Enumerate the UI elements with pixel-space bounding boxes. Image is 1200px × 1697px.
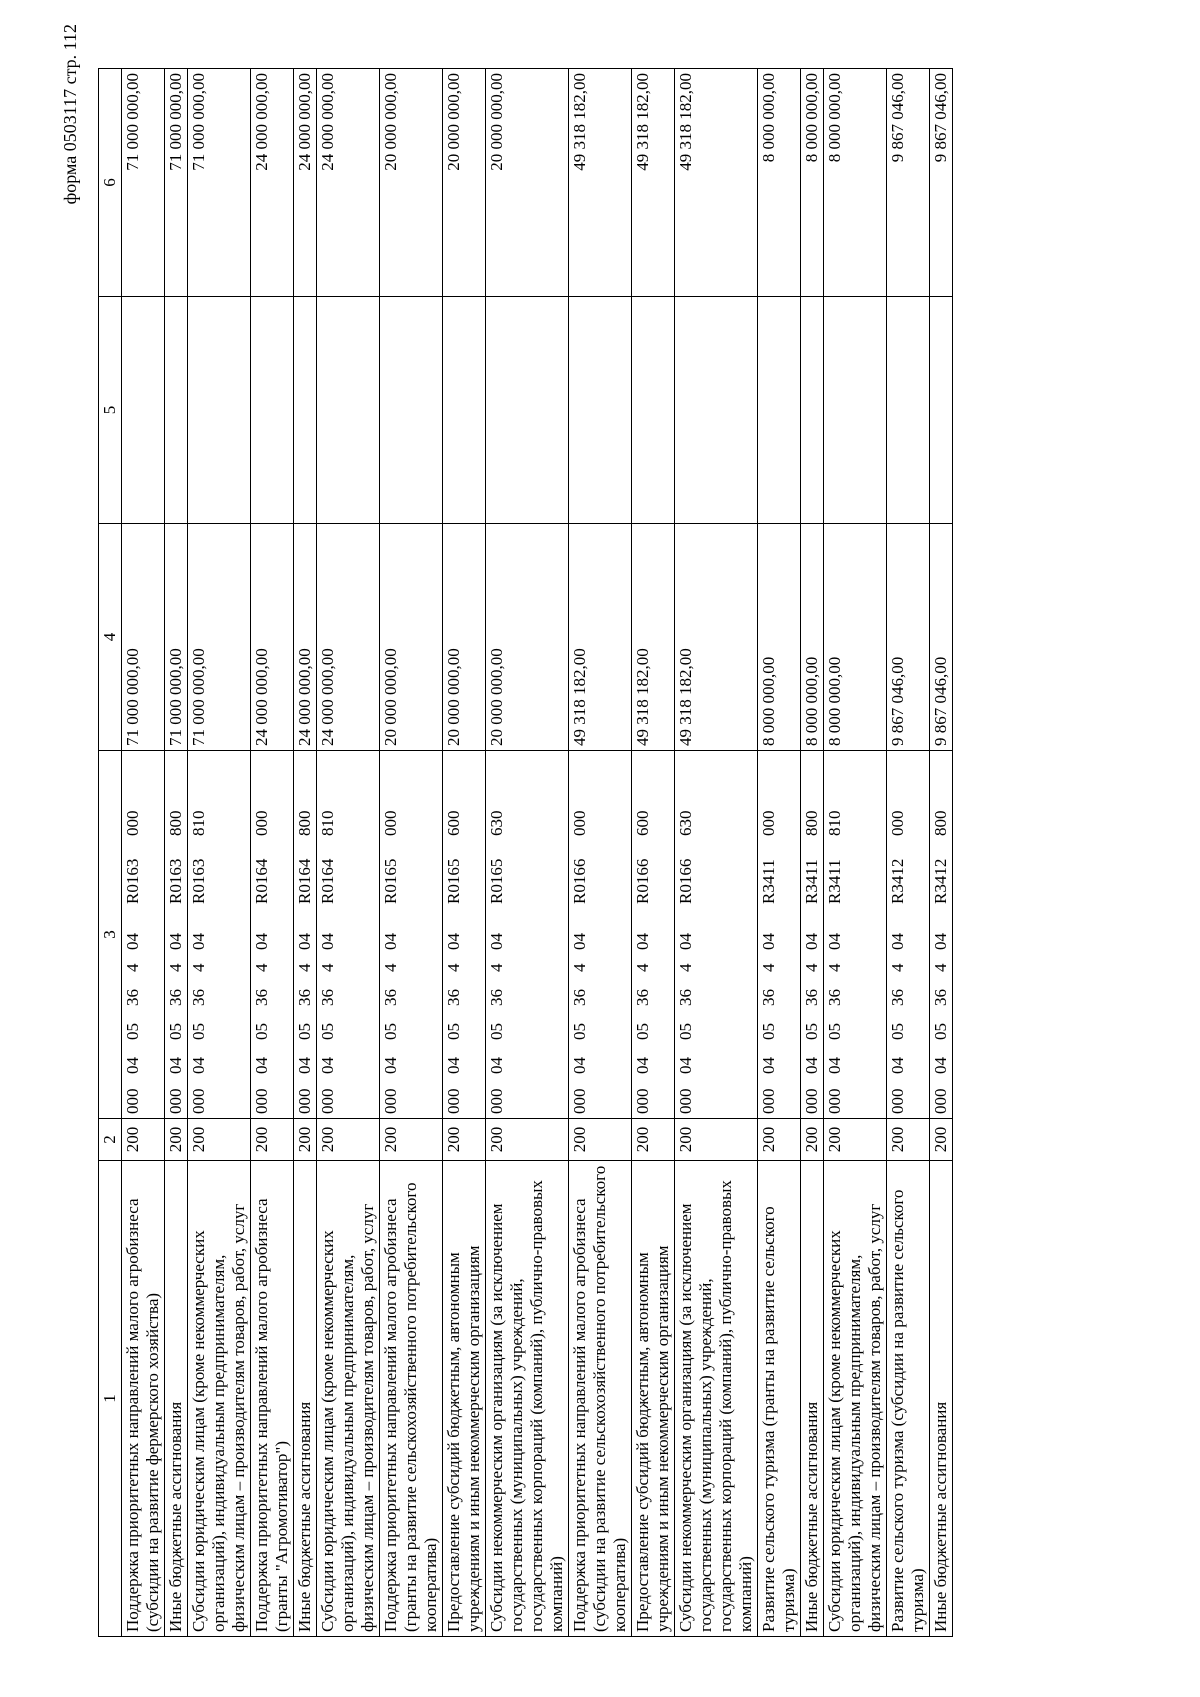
code-segment: 36 <box>825 989 844 1006</box>
code-segment: 36 <box>252 989 271 1006</box>
row-classification-code <box>317 751 380 1119</box>
code-segment: 000 <box>487 1088 506 1114</box>
row-amount-approved: 24 000 000,00 <box>317 524 380 751</box>
code-segment: 000 <box>676 1088 695 1114</box>
code-segment: 000 <box>570 810 589 836</box>
row-amount-approved: 24 000 000,00 <box>294 524 317 751</box>
row-amount-col6: 9 867 046,00 <box>930 69 953 297</box>
row-classification-code <box>675 751 758 1119</box>
header-col-1: 1 <box>99 1161 122 1637</box>
code-segment: R0164 <box>295 858 314 904</box>
row-name: Поддержка приоритетных направлений малого агробизнеса (гранты "Агромотиватор") <box>251 1161 294 1637</box>
table-row <box>758 69 801 1637</box>
row-code: 200 <box>380 1119 443 1161</box>
code-segment: 36 <box>189 989 208 1006</box>
row-amount-col6: 24 000 000,00 <box>251 69 294 297</box>
code-segment: 04 <box>888 933 907 950</box>
table-row <box>317 69 380 1637</box>
table-row <box>486 69 569 1637</box>
code-segment: 36 <box>295 989 314 1006</box>
row-code: 200 <box>887 1119 930 1161</box>
row-classification-code <box>443 751 486 1119</box>
code-segment: 04 <box>802 933 821 950</box>
code-segment: R3412 <box>888 858 907 904</box>
row-name: Субсидии юридическим лицам (кроме некоммерческих организаций), индивидуальным предпринимателям, физическим лицам – производителям товаров, работ, услуг <box>824 1161 887 1637</box>
row-name: Иные бюджетные ассигнования <box>294 1161 317 1637</box>
row-classification-code <box>801 751 824 1119</box>
code-segment: 04 <box>123 1057 142 1074</box>
code-segment: 05 <box>444 1023 463 1040</box>
code-segment: 04 <box>123 933 142 950</box>
row-amount-col6: 49 318 182,00 <box>632 69 675 297</box>
row-amount-col5 <box>188 297 251 524</box>
code-segment: 36 <box>487 989 506 1006</box>
code-segment: 000 <box>759 810 778 836</box>
code-segment: 04 <box>318 1057 337 1074</box>
code-segment: 04 <box>166 1057 185 1074</box>
row-amount-col6: 71 000 000,00 <box>165 69 188 297</box>
table-row <box>443 69 486 1637</box>
code-segment: 000 <box>444 1088 463 1114</box>
code-segment: 04 <box>444 933 463 950</box>
code-segment: R0165 <box>381 858 400 904</box>
code-segment: 04 <box>888 1057 907 1074</box>
row-amount-col6: 9 867 046,00 <box>887 69 930 297</box>
row-amount-col5 <box>887 297 930 524</box>
code-segment: 000 <box>295 1088 314 1114</box>
header-col-3: 3 <box>99 751 122 1119</box>
code-segment: 36 <box>676 989 695 1006</box>
row-amount-col5 <box>443 297 486 524</box>
code-segment: R0166 <box>633 858 652 904</box>
table-row <box>122 69 165 1637</box>
table-row <box>801 69 824 1637</box>
code-segment: R0163 <box>166 858 185 904</box>
row-code: 200 <box>122 1119 165 1161</box>
row-amount-col5 <box>251 297 294 524</box>
code-segment: 04 <box>295 933 314 950</box>
code-segment: 600 <box>444 810 463 836</box>
row-amount-col6: 8 000 000,00 <box>758 69 801 297</box>
code-segment: 4 <box>825 963 844 972</box>
code-segment: 4 <box>888 963 907 972</box>
row-classification-code <box>632 751 675 1119</box>
code-segment: 05 <box>123 1023 142 1040</box>
code-segment: 36 <box>166 989 185 1006</box>
code-segment: 36 <box>444 989 463 1006</box>
table-row <box>824 69 887 1637</box>
row-amount-col6: 24 000 000,00 <box>294 69 317 297</box>
row-amount-col6: 8 000 000,00 <box>824 69 887 297</box>
row-code: 200 <box>294 1119 317 1161</box>
code-segment: R0163 <box>189 858 208 904</box>
code-segment: 04 <box>318 933 337 950</box>
row-code: 200 <box>632 1119 675 1161</box>
code-segment: 05 <box>252 1023 271 1040</box>
code-segment: R3412 <box>931 858 950 904</box>
code-segment: 600 <box>633 810 652 836</box>
code-segment: 04 <box>252 933 271 950</box>
code-segment: 05 <box>759 1023 778 1040</box>
row-code: 200 <box>801 1119 824 1161</box>
code-segment: R3411 <box>759 859 778 904</box>
row-amount-col5 <box>801 297 824 524</box>
code-segment: 05 <box>888 1023 907 1040</box>
code-segment: 800 <box>295 810 314 836</box>
row-amount-col5 <box>165 297 188 524</box>
code-segment: R0164 <box>252 858 271 904</box>
row-amount-col5 <box>486 297 569 524</box>
code-segment: R0166 <box>570 858 589 904</box>
row-name: Развитие сельского туризма (субсидии на развитие сельского туризма) <box>887 1161 930 1637</box>
row-name: Поддержка приоритетных направлений малого агробизнеса (субсидии на развитие фермерского хозяйства) <box>122 1161 165 1637</box>
header-col-6: 6 <box>99 69 122 297</box>
code-segment: 04 <box>444 1057 463 1074</box>
code-segment: 05 <box>931 1023 950 1040</box>
row-amount-approved: 71 000 000,00 <box>188 524 251 751</box>
row-amount-approved: 8 000 000,00 <box>801 524 824 751</box>
code-segment: 4 <box>318 963 337 972</box>
code-segment: 000 <box>252 810 271 836</box>
code-segment: 04 <box>570 1057 589 1074</box>
row-classification-code <box>887 751 930 1119</box>
header-col-2: 2 <box>99 1119 122 1161</box>
row-amount-col5 <box>824 297 887 524</box>
code-segment: 36 <box>802 989 821 1006</box>
row-amount-approved: 24 000 000,00 <box>251 524 294 751</box>
row-code: 200 <box>317 1119 380 1161</box>
code-segment: 04 <box>487 933 506 950</box>
code-segment: 04 <box>931 933 950 950</box>
code-segment: 04 <box>487 1057 506 1074</box>
row-amount-approved: 71 000 000,00 <box>122 524 165 751</box>
code-segment: 4 <box>676 963 695 972</box>
row-name: Предоставление субсидий бюджетным, автономным учреждениям и иным некоммерческим организациям <box>632 1161 675 1637</box>
code-segment: 05 <box>570 1023 589 1040</box>
code-segment: 4 <box>444 963 463 972</box>
code-segment: 04 <box>759 1057 778 1074</box>
row-amount-approved: 20 000 000,00 <box>380 524 443 751</box>
table-row <box>569 69 632 1637</box>
code-segment: 4 <box>166 963 185 972</box>
row-amount-col6: 20 000 000,00 <box>443 69 486 297</box>
code-segment: 4 <box>252 963 271 972</box>
code-segment: 36 <box>633 989 652 1006</box>
row-name: Иные бюджетные ассигнования <box>801 1161 824 1637</box>
code-segment: 000 <box>570 1088 589 1114</box>
form-label: форма 0503117 стр. 112 <box>60 24 80 205</box>
table-row <box>165 69 188 1637</box>
code-segment: 36 <box>123 989 142 1006</box>
code-segment: 4 <box>381 963 400 972</box>
row-code: 200 <box>758 1119 801 1161</box>
code-segment: 36 <box>318 989 337 1006</box>
table-row <box>251 69 294 1637</box>
row-classification-code <box>165 751 188 1119</box>
code-segment: 04 <box>252 1057 271 1074</box>
code-segment: 05 <box>487 1023 506 1040</box>
code-segment: 000 <box>318 1088 337 1114</box>
row-code: 200 <box>675 1119 758 1161</box>
row-name: Иные бюджетные ассигнования <box>165 1161 188 1637</box>
code-segment: 4 <box>295 963 314 972</box>
code-segment: 04 <box>759 933 778 950</box>
code-segment: 000 <box>888 810 907 836</box>
row-classification-code <box>251 751 294 1119</box>
code-segment: R0164 <box>318 858 337 904</box>
code-segment: 800 <box>802 810 821 836</box>
code-segment: 630 <box>487 810 506 836</box>
row-amount-col5 <box>632 297 675 524</box>
row-amount-col6: 49 318 182,00 <box>675 69 758 297</box>
code-segment: 05 <box>318 1023 337 1040</box>
table-row <box>930 69 953 1637</box>
row-classification-code <box>569 751 632 1119</box>
row-amount-col5 <box>569 297 632 524</box>
row-code: 200 <box>165 1119 188 1161</box>
header-col-4: 4 <box>99 524 122 751</box>
row-amount-approved: 9 867 046,00 <box>887 524 930 751</box>
code-segment: R0165 <box>444 858 463 904</box>
code-segment: 05 <box>295 1023 314 1040</box>
row-classification-code <box>188 751 251 1119</box>
code-segment: 4 <box>931 963 950 972</box>
code-segment: 04 <box>676 1057 695 1074</box>
code-segment: 4 <box>633 963 652 972</box>
code-segment: 810 <box>318 810 337 836</box>
code-segment: 4 <box>123 963 142 972</box>
row-amount-approved: 49 318 182,00 <box>675 524 758 751</box>
row-amount-col6: 8 000 000,00 <box>801 69 824 297</box>
code-segment: 04 <box>189 933 208 950</box>
code-segment: 000 <box>802 1088 821 1114</box>
row-classification-code <box>294 751 317 1119</box>
code-segment: 05 <box>825 1023 844 1040</box>
row-amount-col5 <box>675 297 758 524</box>
row-amount-col6: 71 000 000,00 <box>188 69 251 297</box>
code-segment: 05 <box>166 1023 185 1040</box>
code-segment: 04 <box>931 1057 950 1074</box>
table-row <box>380 69 443 1637</box>
code-segment: 000 <box>825 1088 844 1114</box>
code-segment: R3411 <box>825 859 844 904</box>
code-segment: 810 <box>189 810 208 836</box>
row-amount-col6: 20 000 000,00 <box>486 69 569 297</box>
code-segment: 05 <box>802 1023 821 1040</box>
code-segment: 36 <box>888 989 907 1006</box>
row-amount-col5 <box>317 297 380 524</box>
code-segment: 000 <box>759 1088 778 1114</box>
code-segment: 04 <box>189 1057 208 1074</box>
code-segment: 4 <box>759 963 778 972</box>
code-segment: 4 <box>189 963 208 972</box>
row-name: Поддержка приоритетных направлений малого агробизнеса (субсидии на развитие сельскохозяйственного потребительского кооператива) <box>569 1161 632 1637</box>
row-amount-approved: 8 000 000,00 <box>758 524 801 751</box>
code-segment: 4 <box>802 963 821 972</box>
row-amount-approved: 20 000 000,00 <box>443 524 486 751</box>
table-body <box>122 69 953 1637</box>
row-amount-approved: 9 867 046,00 <box>930 524 953 751</box>
code-segment: 4 <box>570 963 589 972</box>
code-segment: 810 <box>825 810 844 836</box>
code-segment: R3411 <box>802 859 821 904</box>
code-segment: 36 <box>381 989 400 1006</box>
row-name: Субсидии некоммерческим организациям (за исключением государственных (муниципальных) учреждений, государственных корпораций (компаний), публично-правовых компаний) <box>675 1161 758 1637</box>
row-classification-code <box>930 751 953 1119</box>
code-segment: 04 <box>381 1057 400 1074</box>
code-segment: 630 <box>676 810 695 836</box>
code-segment: 36 <box>759 989 778 1006</box>
row-amount-approved: 8 000 000,00 <box>824 524 887 751</box>
row-amount-col6: 24 000 000,00 <box>317 69 380 297</box>
header-row <box>99 69 122 1637</box>
row-code: 200 <box>251 1119 294 1161</box>
row-code: 200 <box>930 1119 953 1161</box>
row-name: Развитие сельского туризма (гранты на развитие сельского туризма) <box>758 1161 801 1637</box>
code-segment: 36 <box>931 989 950 1006</box>
row-amount-col6: 20 000 000,00 <box>380 69 443 297</box>
row-amount-col5 <box>122 297 165 524</box>
row-name: Субсидии некоммерческим организациям (за исключением государственных (муниципальных) учреждений, государственных корпораций (компаний), публично-правовых компаний) <box>486 1161 569 1637</box>
code-segment: 04 <box>802 1057 821 1074</box>
code-segment: 04 <box>633 933 652 950</box>
header-col-5: 5 <box>99 297 122 524</box>
code-segment: 000 <box>931 1088 950 1114</box>
code-segment: 000 <box>189 1088 208 1114</box>
code-segment: 04 <box>825 1057 844 1074</box>
row-classification-code <box>380 751 443 1119</box>
row-name: Субсидии юридическим лицам (кроме некоммерческих организаций), индивидуальным предпринимателям, физическим лицам – производителям товаров, работ, услуг <box>317 1161 380 1637</box>
code-segment: 36 <box>570 989 589 1006</box>
code-segment: R0165 <box>487 858 506 904</box>
row-amount-col5 <box>930 297 953 524</box>
budget-table <box>98 68 953 1637</box>
table-row <box>675 69 758 1637</box>
row-classification-code <box>758 751 801 1119</box>
code-segment: 000 <box>166 1088 185 1114</box>
table-row <box>887 69 930 1637</box>
code-segment: 05 <box>381 1023 400 1040</box>
row-code: 200 <box>188 1119 251 1161</box>
row-name: Субсидии юридическим лицам (кроме некоммерческих организаций), индивидуальным предпринимателям, физическим лицам – производителям товаров, работ, услуг <box>188 1161 251 1637</box>
code-segment: 04 <box>676 933 695 950</box>
code-segment: 04 <box>381 933 400 950</box>
row-amount-col5 <box>380 297 443 524</box>
row-name: Предоставление субсидий бюджетным, автономным учреждениям и иным некоммерческим организациям <box>443 1161 486 1637</box>
code-segment: 000 <box>633 1088 652 1114</box>
row-code: 200 <box>569 1119 632 1161</box>
row-code: 200 <box>443 1119 486 1161</box>
code-segment: 4 <box>487 963 506 972</box>
code-segment: 05 <box>633 1023 652 1040</box>
row-classification-code <box>122 751 165 1119</box>
row-classification-code <box>824 751 887 1119</box>
code-segment: R0163 <box>123 858 142 904</box>
row-code: 200 <box>486 1119 569 1161</box>
code-segment: 000 <box>381 1088 400 1114</box>
table-row <box>294 69 317 1637</box>
code-segment: 05 <box>676 1023 695 1040</box>
row-amount-col6: 71 000 000,00 <box>122 69 165 297</box>
code-segment: 04 <box>570 933 589 950</box>
row-name: Иные бюджетные ассигнования <box>930 1161 953 1637</box>
code-segment: R0166 <box>676 858 695 904</box>
row-code: 200 <box>824 1119 887 1161</box>
code-segment: 000 <box>123 1088 142 1114</box>
code-segment: 000 <box>888 1088 907 1114</box>
row-name: Поддержка приоритетных направлений малого агробизнеса (гранты на развитие сельскохозяйственного потребительского кооператива) <box>380 1161 443 1637</box>
code-segment: 04 <box>295 1057 314 1074</box>
code-segment: 800 <box>166 810 185 836</box>
code-segment: 04 <box>633 1057 652 1074</box>
code-segment: 000 <box>123 810 142 836</box>
code-segment: 800 <box>931 810 950 836</box>
table-row <box>188 69 251 1637</box>
row-amount-col5 <box>294 297 317 524</box>
code-segment: 04 <box>166 933 185 950</box>
row-amount-approved: 49 318 182,00 <box>569 524 632 751</box>
row-amount-col6: 49 318 182,00 <box>569 69 632 297</box>
row-amount-approved: 20 000 000,00 <box>486 524 569 751</box>
code-segment: 05 <box>189 1023 208 1040</box>
row-classification-code <box>486 751 569 1119</box>
row-amount-approved: 49 318 182,00 <box>632 524 675 751</box>
code-segment: 04 <box>825 933 844 950</box>
table-row <box>632 69 675 1637</box>
row-amount-col5 <box>758 297 801 524</box>
code-segment: 000 <box>381 810 400 836</box>
row-amount-approved: 71 000 000,00 <box>165 524 188 751</box>
code-segment: 000 <box>252 1088 271 1114</box>
